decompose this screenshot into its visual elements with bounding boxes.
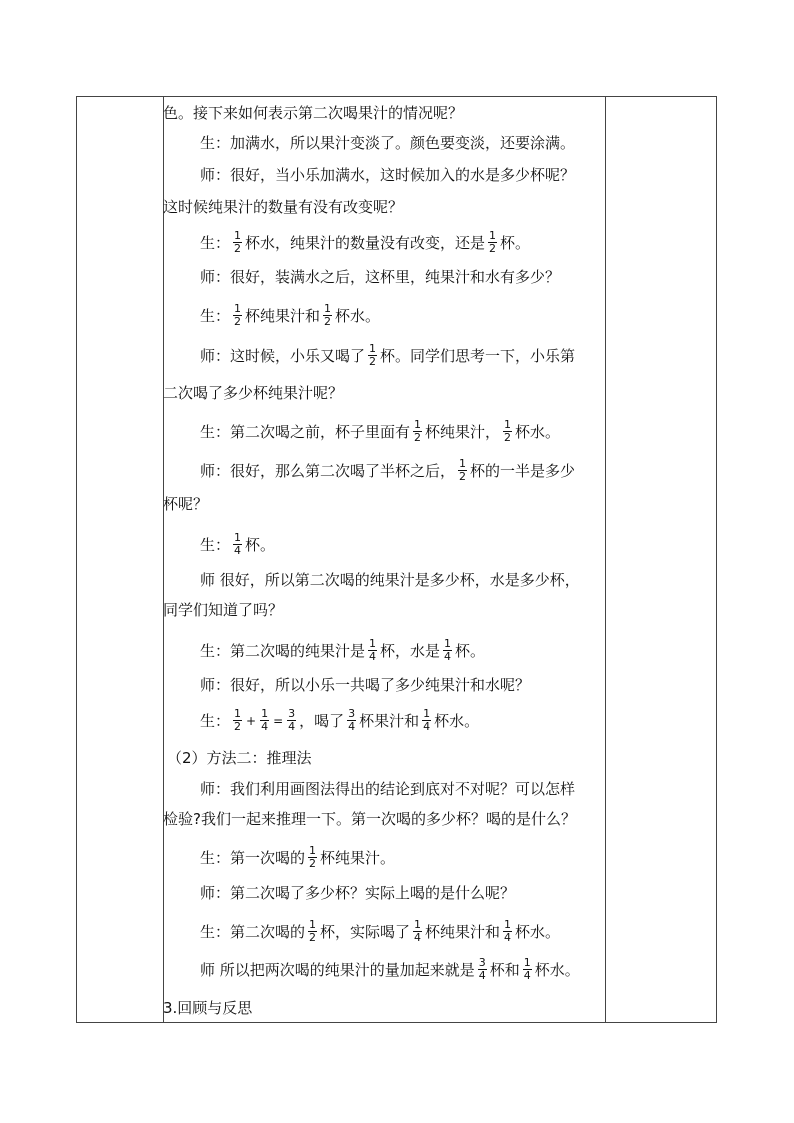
fraction-numerator: 1: [369, 342, 377, 355]
text-segment: 师：我们利用画图法得出的结论到底对不对呢？可以怎样: [200, 780, 576, 798]
text-line: [163, 343, 575, 368]
text-segment: 生：: [200, 306, 231, 325]
text-segment: 生：第二次喝之前，杯子里面有: [200, 422, 411, 441]
text-segment: 杯的一半是多少: [470, 461, 576, 480]
fraction: [233, 532, 242, 557]
fraction: [260, 708, 269, 733]
text-line: [163, 638, 485, 663]
fraction-denominator: 4: [414, 931, 422, 944]
text-segment: ，喝了: [299, 711, 345, 730]
math-operator: =: [273, 713, 284, 728]
text-line: [163, 919, 560, 944]
fraction-denominator: 2: [309, 857, 317, 870]
fraction-denominator: 4: [423, 720, 431, 733]
text-segment: 生：第二次喝的: [200, 922, 306, 941]
text-line: [163, 303, 380, 328]
fraction: [233, 230, 242, 255]
text-segment: 这时候纯果汁的数量有没有改变呢？: [163, 198, 404, 216]
fraction-numerator: 1: [504, 918, 512, 931]
fraction-denominator: 4: [478, 969, 486, 982]
text-segment: 3.回顾与反思: [163, 999, 253, 1017]
fraction: [458, 458, 467, 483]
text-segment: 杯水。: [335, 306, 381, 325]
fraction-denominator: 4: [369, 650, 377, 663]
fraction: [308, 845, 317, 870]
text-line: [163, 957, 580, 982]
text-line: [163, 532, 275, 557]
text-segment: 杯。: [455, 641, 486, 660]
text-segment: 生：第一次喝的: [200, 848, 306, 867]
text-line: [163, 165, 575, 185]
text-line: [163, 230, 530, 255]
fraction: [523, 957, 532, 982]
text-segment: 师 所以把两次喝的纯果汁的量加起来就是: [200, 960, 475, 979]
text-segment: 生：: [200, 711, 231, 730]
fraction: [422, 708, 431, 733]
text-line: [163, 419, 560, 444]
fraction-denominator: 2: [234, 720, 242, 733]
text-line: [163, 103, 463, 123]
text-line: [163, 883, 515, 903]
text-line: [163, 383, 343, 403]
text-line: [163, 133, 575, 153]
fraction-denominator: 2: [234, 242, 242, 255]
text-line: [163, 998, 252, 1018]
text-segment: 杯，实际喝了: [320, 922, 411, 941]
fraction-numerator: 3: [478, 956, 486, 969]
fraction-denominator: 4: [348, 720, 356, 733]
math-operator: +: [246, 713, 257, 728]
text-line: [163, 779, 575, 799]
fraction: [347, 708, 356, 733]
text-line: [163, 197, 403, 217]
text-segment: 师：很好，装满水之后，这杯里，纯果汁和水有多少？: [200, 268, 561, 286]
fraction-denominator: 2: [234, 315, 242, 328]
fraction-denominator: 4: [234, 544, 242, 557]
text-segment: 师：第二次喝了多少杯？实际上喝的是什么呢？: [200, 884, 516, 902]
text-segment: 杯纯果汁和: [245, 306, 321, 325]
fraction: [488, 230, 497, 255]
text-segment: 二次喝了多少杯纯果汁呢？: [163, 384, 344, 402]
text-segment: 师：这时候，小乐又喝了: [200, 346, 366, 365]
text-segment: 杯纯果汁和: [425, 922, 501, 941]
text-segment: 杯。同学们思考一下，小乐第: [380, 346, 576, 365]
column-divider-right: [605, 97, 606, 1022]
fraction-denominator: 2: [309, 931, 317, 944]
fraction: [368, 638, 377, 663]
text-segment: 生：: [200, 233, 231, 252]
text-segment: 杯呢？: [163, 495, 209, 513]
fraction: [233, 708, 242, 733]
text-line: [163, 600, 283, 620]
text-segment: 杯和: [489, 960, 520, 979]
fraction-denominator: 2: [369, 355, 377, 368]
text-segment: 色。接下来如何表示第二次喝果汁的情况呢？: [163, 104, 464, 122]
fraction-numerator: 1: [444, 637, 452, 650]
text-segment: 杯，水是: [380, 641, 441, 660]
fraction-numerator: 1: [234, 302, 242, 315]
text-segment: 杯。: [500, 233, 531, 252]
fraction: [413, 919, 422, 944]
text-line: [163, 708, 479, 733]
text-segment: 师：很好，当小乐加满水，这时候加入的水是多少杯呢？: [200, 166, 576, 184]
fraction-numerator: 1: [414, 418, 422, 431]
fraction: [287, 708, 296, 733]
text-segment: 杯水，纯果汁的数量没有改变，还是: [245, 233, 486, 252]
text-line: [163, 494, 208, 514]
fraction-denominator: 2: [459, 470, 467, 483]
fraction: [503, 419, 512, 444]
fraction-numerator: 1: [234, 531, 242, 544]
text-segment: 师：很好，那么第二次喝了半杯之后，: [200, 461, 456, 480]
text-segment: 杯纯果汁，: [425, 422, 501, 441]
fraction-numerator: 3: [348, 707, 356, 720]
fraction-numerator: 1: [414, 918, 422, 931]
text-segment: 同学们知道了吗？: [163, 601, 284, 619]
fraction-numerator: 3: [288, 707, 296, 720]
text-line: [163, 570, 580, 590]
text-segment: 杯水。: [434, 711, 480, 730]
fraction-denominator: 4: [444, 650, 452, 663]
fraction: [308, 919, 317, 944]
text-segment: 杯。: [245, 535, 276, 554]
text-line: [163, 458, 575, 483]
text-segment: 杯果汁和: [359, 711, 420, 730]
fraction-denominator: 4: [261, 720, 269, 733]
fraction: [503, 919, 512, 944]
fraction-denominator: 2: [324, 315, 332, 328]
text-line: [163, 267, 560, 287]
text-segment: （2）方法二：推理法: [167, 749, 312, 767]
text-line: [163, 809, 576, 829]
fraction-numerator: 1: [309, 918, 317, 931]
fraction-numerator: 1: [423, 707, 431, 720]
fraction: [413, 419, 422, 444]
fraction: [323, 303, 332, 328]
text-segment: 检验?我们一起来推理一下。第一次喝的多少杯？喝的是什么？: [163, 810, 576, 828]
fraction-denominator: 2: [489, 242, 497, 255]
text-segment: 生：: [200, 535, 231, 554]
fraction-numerator: 1: [324, 302, 332, 315]
text-segment: 师 很好，所以第二次喝的纯果汁是多少杯，水是多少杯，: [200, 571, 580, 589]
text-line: [163, 748, 312, 768]
fraction-numerator: 1: [523, 956, 531, 969]
text-segment: 生：第二次喝的纯果汁是: [200, 641, 366, 660]
fraction-numerator: 1: [234, 229, 242, 242]
fraction-denominator: 2: [504, 431, 512, 444]
fraction: [478, 957, 487, 982]
fraction-numerator: 1: [504, 418, 512, 431]
text-line: [163, 675, 530, 695]
fraction: [233, 303, 242, 328]
text-line: [163, 845, 395, 870]
fraction: [368, 343, 377, 368]
fraction-denominator: 4: [504, 931, 512, 944]
text-segment: 杯水。: [515, 922, 561, 941]
fraction-numerator: 1: [459, 457, 467, 470]
text-segment: 杯纯果汁。: [320, 848, 396, 867]
fraction-denominator: 4: [523, 969, 531, 982]
text-segment: 师：很好，所以小乐一共喝了多少纯果汁和水呢？: [200, 676, 531, 694]
fraction-numerator: 1: [369, 637, 377, 650]
fraction: [443, 638, 452, 663]
fraction-numerator: 1: [489, 229, 497, 242]
text-segment: 生：加满水，所以果汁变淡了。颜色要变淡，还要涂满。: [200, 134, 576, 152]
fraction-numerator: 1: [309, 844, 317, 857]
fraction-numerator: 1: [234, 707, 242, 720]
fraction-numerator: 1: [261, 707, 269, 720]
fraction-denominator: 2: [414, 431, 422, 444]
fraction-denominator: 4: [288, 720, 296, 733]
text-segment: 杯水。: [515, 422, 561, 441]
text-segment: 杯水。: [534, 960, 580, 979]
